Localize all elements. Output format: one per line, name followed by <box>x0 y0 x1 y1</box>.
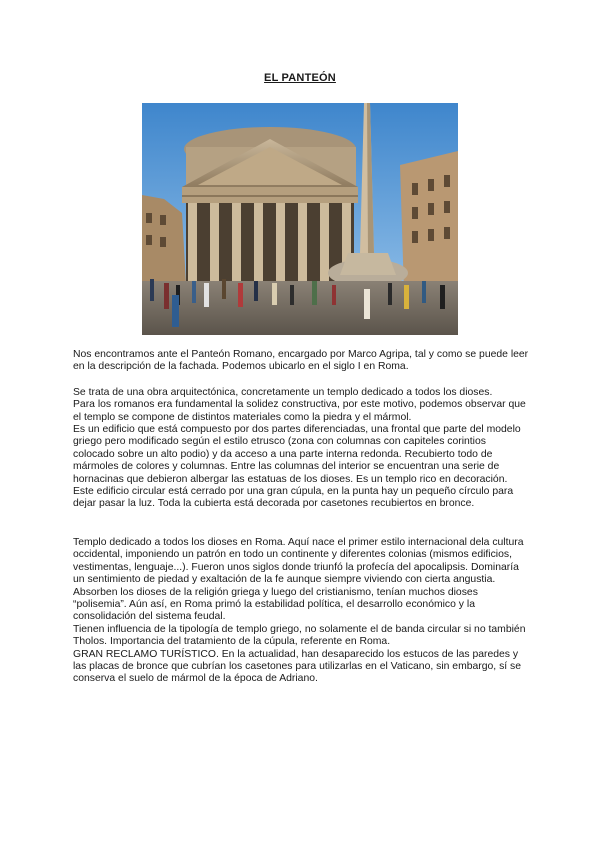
paragraph-influencia: Tienen influencia de la tipología de templo griego, no solamente el de banda circular si no también Tholos. Importancia del tratamiento de la cúpula, referente en Roma. <box>73 623 526 648</box>
paragraph-reclamo: GRAN RECLAMO TURÍSTICO. En la actualidad, han desaparecido los estucos de las paredes y las placas de bronce que cubrían los casetones para utilizarlas en el Vaticano, sin embargo, sí se conserva el suelo de mármol de la época de Adriano. <box>73 648 522 685</box>
paragraph-solidez: Para los romanos era fundamental la solidez constructiva, por este motivo, podemos observar que el templo se compone de distintos materiales como la piedra y el mármol. <box>73 399 526 423</box>
paragraph-templo: Templo dedicado a todos los dioses en Roma. Aquí nace el primer estilo internacional dela cultura occidental, imponiendo un patrón en todo un continente y diferentes colonias (mismos edificios, vestimentas, lenguaje...). Fueron unos siglos donde triunfó la profecía del apocalipsis. Dominaría un sentimiento de piedad y exaltación de la fe aunque siempre viviendo con cierta angustia. Absorben los dioses de la religión griega y luego del cristianismo, tenían muchos dioses “polisemia”. Aún así, en Roma primó la estabilidad política, el desarrollo económico y la consolidación del sistema feudal. <box>73 536 524 623</box>
page-title: EL PANTEÓN <box>264 72 336 84</box>
paragraph-obra: Se trata de una obra arquitectónica, concretamente un templo dedicado a todos los dioses. <box>73 386 493 398</box>
paragraph-intro: Nos encontramos ante el Panteón Romano, encargado por Marco Agripa, tal y como se puede leer en la descripción de la fachada. Podemos ubicarlo en el siglo I en Roma. <box>73 349 529 373</box>
pantheon-photo <box>142 103 458 335</box>
body-text <box>73 349 529 686</box>
paragraph-edificio: Es un edificio que está compuesto por dos partes diferenciadas, una frontal que parte del modelo griego pero modificado según el estilo etrusco (zona con columnas con capiteles corintios colocado sobre un alto podio) y da acceso a una parte interna redonda. Recubierto todo de mármoles de colores y columnas. Entre las columnas del interior se encuentran una serie de hornacinas que debieron albergar las estatuas de los dioses. Es un templo rico en decoración. Este edificio circular está cerrado por una gran cúpula, en la punta hay un pequeño círculo para dejar pasar la luz. Toda la cubierta está decorada por casetones recubiertos en bronce. <box>73 424 521 510</box>
